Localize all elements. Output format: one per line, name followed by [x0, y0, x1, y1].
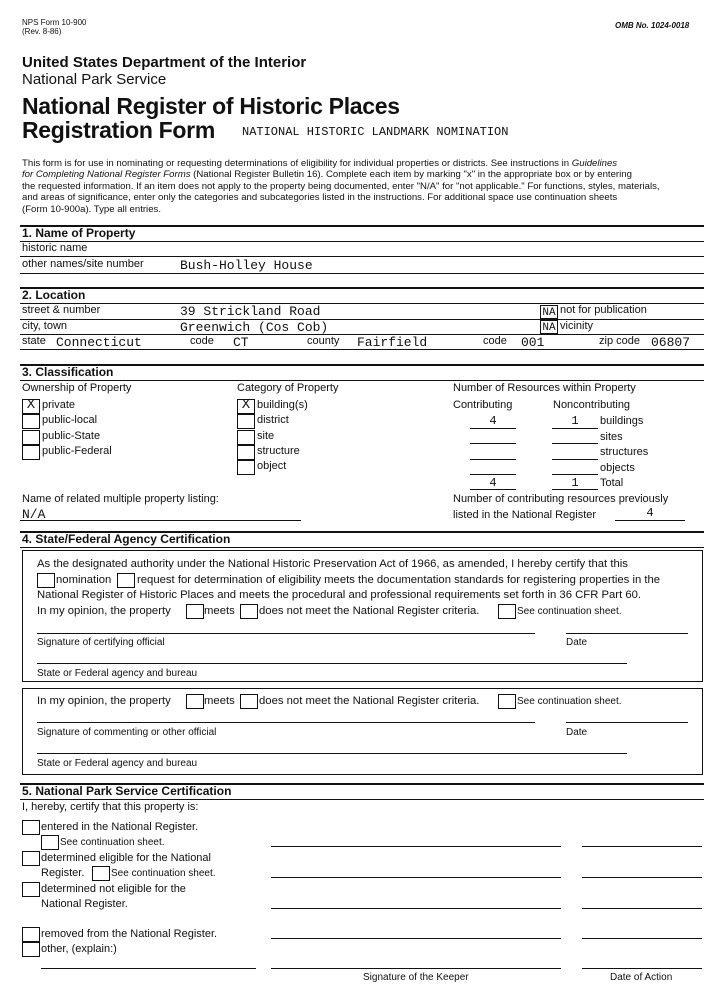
historic-name-label: historic name — [22, 242, 88, 254]
agency-line — [37, 663, 627, 664]
blank-line — [552, 428, 598, 429]
noncontributing-total-count[interactable]: 1 — [571, 476, 579, 490]
resource-total-label: Total — [600, 477, 624, 489]
rule — [20, 547, 704, 548]
rule — [20, 520, 301, 521]
meets-checkbox[interactable] — [186, 604, 204, 619]
ownership-public-state-label: public-State — [42, 430, 101, 442]
does-not-meet-checkbox[interactable] — [240, 604, 258, 619]
see-continuation-checkbox[interactable] — [498, 604, 516, 619]
date-label-2: Date — [566, 727, 588, 738]
category-site-checkbox[interactable] — [237, 430, 255, 445]
county-code-label: code — [483, 335, 507, 347]
date-of-action-label: Date of Action — [610, 972, 673, 983]
county-code-field[interactable]: 001 — [521, 335, 545, 350]
does-not-meet-label-2: does not meet the National Register criteria. — [259, 695, 480, 707]
ownership-public-federal-label: public-Federal — [42, 445, 112, 457]
resource-objects-label: objects — [600, 462, 635, 474]
section-4-title: 4. State/Federal Agency Certification — [22, 532, 231, 546]
contributing-heading: Contributing — [453, 399, 513, 411]
ownership-public-local-checkbox[interactable] — [22, 414, 40, 429]
noncontributing-heading: Noncontributing — [553, 399, 631, 411]
rule — [20, 256, 704, 257]
related-listing-label: Name of related multiple property listing: — [22, 493, 219, 505]
rule — [20, 241, 704, 242]
street-field[interactable]: 39 Strickland Road — [180, 304, 321, 319]
rule — [20, 799, 704, 800]
does-not-meet-label: does not meet the National Register criteria. — [259, 605, 480, 617]
other-names-label: other names/site number — [22, 258, 144, 270]
related-listing-field[interactable]: N/A — [22, 507, 46, 522]
street-label: street & number — [22, 304, 101, 316]
category-heading: Category of Property — [237, 382, 339, 394]
determined-not-eligible-checkbox[interactable] — [22, 882, 40, 897]
resource-buildings-label: buildings — [600, 415, 644, 427]
state-code-label: code — [190, 335, 214, 347]
blank-line — [470, 443, 516, 444]
department-name: United States Department of the Interior — [22, 54, 307, 71]
state-field[interactable]: Connecticut — [56, 335, 142, 350]
service-name: National Park Service — [22, 71, 167, 88]
agency-label-2: State or Federal agency and bureau — [37, 758, 198, 769]
certification-text-1: As the designated authority under the National Historic Preservation Act of 1966, as amended, I hereby certify that this — [37, 558, 628, 570]
certifying-signature-label: Signature of certifying official — [37, 637, 165, 648]
category-district-label: district — [257, 414, 289, 426]
opinion-label-2: In my opinion, the property — [37, 695, 171, 707]
not-for-publication-checkbox[interactable]: NA — [540, 305, 558, 319]
ownership-public-state-checkbox[interactable] — [22, 430, 40, 445]
rule — [20, 319, 704, 320]
section-5-title: 5. National Park Service Certification — [22, 784, 232, 798]
signature-line — [37, 633, 535, 634]
meets-label-2: meets — [204, 695, 235, 707]
blank-line — [552, 443, 598, 444]
determination-request-checkbox[interactable] — [117, 573, 135, 588]
blank-line — [470, 489, 516, 490]
category-structure-label: structure — [257, 445, 300, 457]
keeper-signature-line — [271, 908, 561, 909]
form-revision: (Rev. 8-86) — [22, 27, 62, 36]
blank-line — [552, 474, 598, 475]
omb-number: OMB No. 1024-0018 — [615, 21, 690, 30]
meets-checkbox-2[interactable] — [186, 694, 204, 709]
removed-label: removed from the National Register. — [41, 928, 218, 940]
ownership-private-checkbox[interactable]: X — [22, 399, 40, 414]
section-divider — [20, 364, 704, 366]
previously-listed-count[interactable]: 4 — [646, 506, 654, 520]
ownership-private-label: private — [42, 399, 76, 411]
ownership-public-local-label: public-local — [42, 414, 98, 426]
opinion-label: In my opinion, the property — [37, 605, 171, 617]
other-checkbox[interactable] — [22, 942, 40, 957]
date-line — [566, 722, 688, 723]
ownership-heading: Ownership of Property — [22, 382, 132, 394]
eligible-continuation-label: See continuation sheet. — [111, 868, 216, 879]
category-building-label: building(s) — [257, 399, 308, 411]
does-not-meet-checkbox-2[interactable] — [240, 694, 258, 709]
see-continuation-label: See continuation sheet. — [517, 606, 622, 617]
other-names-field[interactable]: Bush-Holley House — [180, 258, 313, 273]
keeper-intro: I, hereby, certify that this property is: — [22, 801, 199, 813]
determined-eligible-label: determined eligible for the National — [41, 852, 211, 864]
agency-line — [37, 753, 627, 754]
intro-text: This form is for use in nominating or requesting determinations of eligibility for individual properties or districts. See instructions in Guidelines for Completing National Register Forms (National Register Bulletin 16). Complete each item by marking "x" in the appropriate box or by entering the requested information. If an item does not apply to the property being documented, enter "N/A" for "not applicable." For functions, styles, materials, and areas of significance, enter only the categories and subcategories listed in the instructions. For additional space use continuation sheets (Form 10-900a). Type all entries. — [22, 158, 660, 215]
ownership-public-federal-checkbox[interactable] — [22, 445, 40, 460]
keeper-signature-line — [271, 846, 561, 847]
state-label: state — [22, 335, 46, 347]
signature-line — [37, 722, 535, 723]
keeper-signature-label: Signature of the Keeper — [363, 972, 469, 983]
blank-line — [470, 428, 516, 429]
nomination-checkbox[interactable] — [37, 573, 55, 588]
vicinity-checkbox[interactable]: NA — [540, 320, 558, 334]
section-3-title: 3. Classification — [22, 365, 114, 379]
resource-structures-label: structures — [600, 446, 649, 458]
rule — [20, 380, 704, 381]
rule — [20, 273, 704, 274]
resources-heading: Number of Resources within Property — [453, 382, 636, 394]
entered-continuation-label: See continuation sheet. — [60, 837, 165, 848]
keeper-signature-line — [271, 938, 561, 939]
category-object-checkbox[interactable] — [237, 460, 255, 475]
agency-label: State or Federal agency and bureau — [37, 668, 198, 679]
other-label: other, (explain:) — [41, 943, 117, 955]
previously-listed-label: Number of contributing resources previously — [453, 493, 669, 505]
keeper-date-line — [582, 846, 702, 847]
resource-sites-label: sites — [600, 431, 623, 443]
contributing-total-count[interactable]: 4 — [489, 476, 497, 490]
category-building-checkbox[interactable]: X — [237, 399, 255, 414]
see-continuation-label-2: See continuation sheet. — [517, 696, 622, 707]
blank-line — [615, 520, 685, 521]
category-site-label: site — [257, 430, 275, 442]
county-label: county — [307, 335, 340, 347]
determined-not-eligible-label-2: National Register. — [41, 898, 128, 910]
noncontributing-buildings-count[interactable]: 1 — [571, 414, 579, 428]
form-number: NPS Form 10-900 — [22, 18, 87, 27]
keeper-date-line — [582, 908, 702, 909]
determined-eligible-checkbox[interactable] — [22, 851, 40, 866]
eligible-continuation-checkbox[interactable] — [92, 866, 110, 881]
previously-listed-label-2: listed in the National Register — [453, 509, 597, 521]
date-line — [566, 633, 688, 634]
category-object-label: object — [257, 460, 287, 472]
entered-continuation-checkbox[interactable] — [41, 835, 59, 850]
city-label: city, town — [22, 320, 68, 332]
removed-checkbox[interactable] — [22, 927, 40, 942]
blank-line — [470, 474, 516, 475]
certification-text-2: request for determination of eligibility meets the documentation standards for registering properties in the — [137, 574, 661, 586]
keeper-date-line — [582, 877, 702, 878]
see-continuation-checkbox-2[interactable] — [498, 694, 516, 709]
zip-field[interactable]: 06807 — [651, 335, 691, 350]
nomination-label: nomination — [56, 574, 112, 586]
city-field[interactable]: Greenwich (Cos Cob) — [180, 320, 329, 335]
category-district-checkbox[interactable] — [237, 414, 255, 429]
blank-line — [552, 489, 598, 490]
meets-label: meets — [204, 605, 235, 617]
nomination-type: NATIONAL HISTORIC LANDMARK NOMINATION — [242, 125, 509, 139]
rule — [20, 349, 704, 350]
blank-line — [470, 459, 516, 460]
section-1-title: 1. Name of Property — [22, 226, 136, 240]
certification-text-3: National Register of Historic Places and meets the procedural and professional requirements set forth in 36 CFR Part 60. — [37, 589, 642, 601]
date-label: Date — [566, 637, 588, 648]
keeper-date-line — [582, 968, 702, 969]
section-divider — [20, 287, 704, 289]
keeper-signature-line — [271, 877, 561, 878]
keeper-date-line — [582, 938, 702, 939]
zip-label: zip code — [599, 335, 640, 347]
contributing-buildings-count[interactable]: 4 — [489, 414, 497, 428]
explain-line — [41, 968, 256, 969]
state-code-field[interactable]: CT — [233, 335, 249, 350]
entered-label: entered in the National Register. — [41, 821, 199, 833]
determined-not-eligible-label: determined not eligible for the — [41, 883, 186, 895]
keeper-signature-line — [271, 968, 561, 969]
county-field[interactable]: Fairfield — [357, 335, 428, 350]
determined-eligible-label-2: Register. — [41, 867, 85, 879]
page-title: National Register of Historic Places — [22, 93, 400, 119]
blank-line — [552, 459, 598, 460]
not-for-publication-label: not for publication — [560, 304, 647, 316]
section-2-title: 2. Location — [22, 288, 86, 302]
entered-checkbox[interactable] — [22, 820, 40, 835]
category-structure-checkbox[interactable] — [237, 445, 255, 460]
form-title: Registration Form — [22, 117, 215, 143]
commenting-signature-label: Signature of commenting or other official — [37, 727, 217, 738]
vicinity-label: vicinity — [560, 320, 594, 332]
